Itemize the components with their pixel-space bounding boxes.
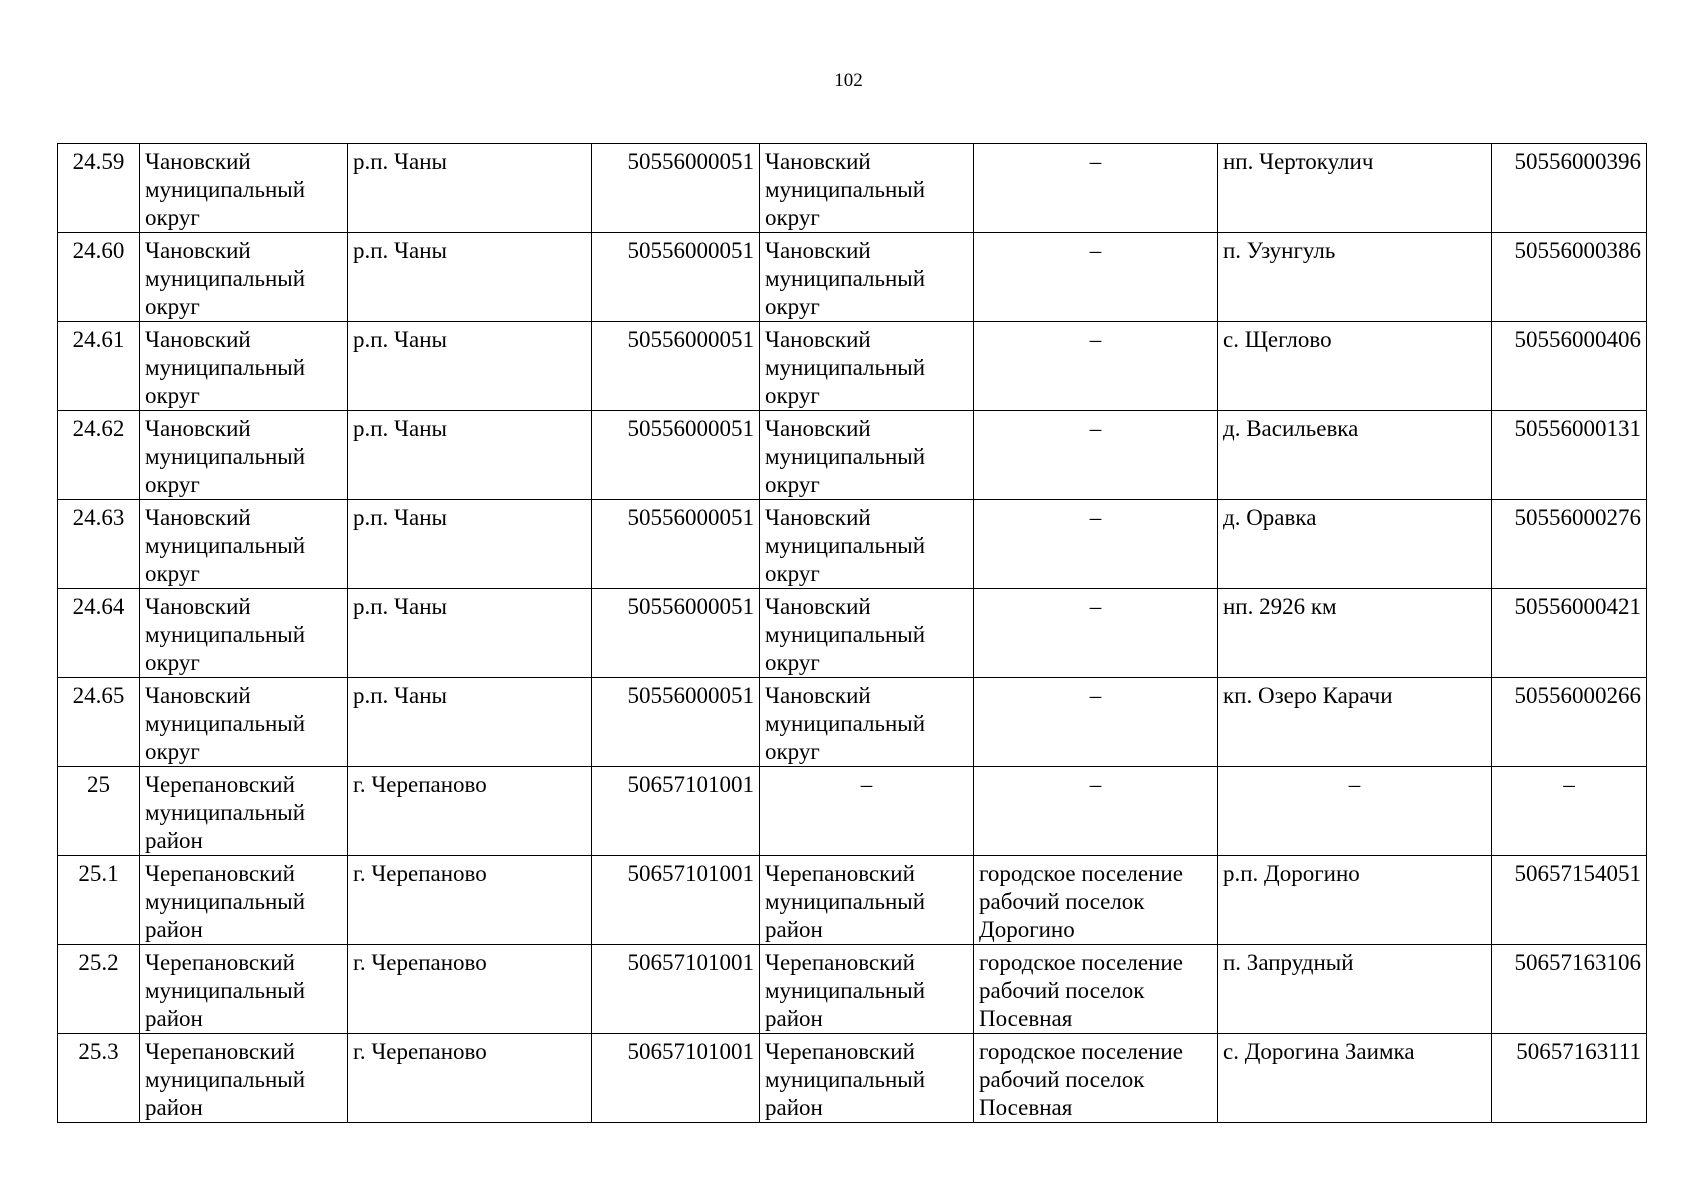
row-number-cell: 24.63 (58, 500, 140, 589)
municipality-cell: – (760, 767, 974, 856)
table-row (58, 589, 1647, 678)
municipality-cell: Чановский муниципальный округ (760, 500, 974, 589)
municipality-cell: Чановский муниципальный округ (760, 411, 974, 500)
table-row (58, 500, 1647, 589)
admin-center-cell: р.п. Чаны (348, 144, 592, 233)
settlement-cell: – (974, 411, 1218, 500)
district-cell: Чановский муниципальный округ (140, 233, 348, 322)
table-row (58, 233, 1647, 322)
center-code-cell: 50556000051 (592, 322, 760, 411)
settlement-cell: городское поселение рабочий поселок Посевная (974, 945, 1218, 1034)
locality-cell: р.п. Дорогино (1218, 856, 1492, 945)
center-code-cell: 50657101001 (592, 856, 760, 945)
table-row (58, 945, 1647, 1034)
locality-cell: – (1218, 767, 1492, 856)
admin-center-cell: р.п. Чаны (348, 233, 592, 322)
locality-cell: д. Васильевка (1218, 411, 1492, 500)
district-cell: Чановский муниципальный округ (140, 500, 348, 589)
municipality-cell: Черепановский муниципальный район (760, 1034, 974, 1123)
table-row (58, 144, 1647, 233)
municipality-cell: Чановский муниципальный округ (760, 144, 974, 233)
settlement-cell: – (974, 144, 1218, 233)
district-cell: Черепановский муниципальный район (140, 856, 348, 945)
row-number-cell: 24.61 (58, 322, 140, 411)
row-number-cell: 25.1 (58, 856, 140, 945)
locality-cell: нп. Чертокулич (1218, 144, 1492, 233)
locality-code-cell: 50556000406 (1492, 322, 1647, 411)
municipality-cell: Чановский муниципальный округ (760, 678, 974, 767)
row-number-cell: 24.59 (58, 144, 140, 233)
admin-center-cell: р.п. Чаны (348, 589, 592, 678)
district-cell: Чановский муниципальный округ (140, 589, 348, 678)
admin-center-cell: р.п. Чаны (348, 678, 592, 767)
locality-cell: с. Дорогина Заимка (1218, 1034, 1492, 1123)
district-cell: Черепановский муниципальный район (140, 767, 348, 856)
center-code-cell: 50657101001 (592, 1034, 760, 1123)
table-row (58, 322, 1647, 411)
municipality-cell: Черепановский муниципальный район (760, 945, 974, 1034)
table-row (58, 678, 1647, 767)
center-code-cell: 50556000051 (592, 589, 760, 678)
district-cell: Чановский муниципальный округ (140, 411, 348, 500)
admin-center-cell: р.п. Чаны (348, 500, 592, 589)
admin-center-cell: р.п. Чаны (348, 322, 592, 411)
center-code-cell: 50556000051 (592, 144, 760, 233)
settlement-cell: – (974, 767, 1218, 856)
locality-cell: д. Оравка (1218, 500, 1492, 589)
municipality-cell: Чановский муниципальный округ (760, 589, 974, 678)
district-cell: Чановский муниципальный округ (140, 144, 348, 233)
admin-center-cell: г. Черепаново (348, 767, 592, 856)
locality-cell: п. Запрудный (1218, 945, 1492, 1034)
locality-code-cell: 50556000396 (1492, 144, 1647, 233)
row-number-cell: 25.2 (58, 945, 140, 1034)
locality-cell: п. Узунгуль (1218, 233, 1492, 322)
center-code-cell: 50657101001 (592, 945, 760, 1034)
center-code-cell: 50556000051 (592, 233, 760, 322)
admin-center-cell: г. Черепаново (348, 945, 592, 1034)
settlement-cell: – (974, 678, 1218, 767)
district-cell: Черепановский муниципальный район (140, 1034, 348, 1123)
settlement-cell: – (974, 500, 1218, 589)
settlements-table (57, 143, 1647, 1123)
locality-code-cell: 50556000276 (1492, 500, 1647, 589)
row-number-cell: 24.65 (58, 678, 140, 767)
locality-code-cell: 50657163106 (1492, 945, 1647, 1034)
center-code-cell: 50657101001 (592, 767, 760, 856)
admin-center-cell: г. Черепаново (348, 856, 592, 945)
locality-code-cell: 50556000421 (1492, 589, 1647, 678)
row-number-cell: 25 (58, 767, 140, 856)
district-cell: Чановский муниципальный округ (140, 678, 348, 767)
settlement-cell: – (974, 233, 1218, 322)
admin-center-cell: р.п. Чаны (348, 411, 592, 500)
locality-code-cell: 50556000386 (1492, 233, 1647, 322)
table-row (58, 411, 1647, 500)
municipality-cell: Черепановский муниципальный район (760, 856, 974, 945)
settlement-cell: городское поселение рабочий поселок Дорогино (974, 856, 1218, 945)
district-cell: Чановский муниципальный округ (140, 322, 348, 411)
table-row (58, 767, 1647, 856)
settlement-cell: – (974, 589, 1218, 678)
row-number-cell: 24.62 (58, 411, 140, 500)
locality-cell: кп. Озеро Карачи (1218, 678, 1492, 767)
table-row (58, 1034, 1647, 1123)
locality-code-cell: 50657163111 (1492, 1034, 1647, 1123)
district-cell: Черепановский муниципальный район (140, 945, 348, 1034)
table-row (58, 856, 1647, 945)
center-code-cell: 50556000051 (592, 500, 760, 589)
row-number-cell: 25.3 (58, 1034, 140, 1123)
center-code-cell: 50556000051 (592, 678, 760, 767)
admin-center-cell: г. Черепаново (348, 1034, 592, 1123)
row-number-cell: 24.64 (58, 589, 140, 678)
locality-code-cell: 50556000131 (1492, 411, 1647, 500)
locality-code-cell: 50556000266 (1492, 678, 1647, 767)
locality-code-cell: – (1492, 767, 1647, 856)
municipality-cell: Чановский муниципальный округ (760, 233, 974, 322)
municipality-cell: Чановский муниципальный округ (760, 322, 974, 411)
locality-cell: нп. 2926 км (1218, 589, 1492, 678)
locality-code-cell: 50657154051 (1492, 856, 1647, 945)
row-number-cell: 24.60 (58, 233, 140, 322)
settlement-cell: городское поселение рабочий поселок Посевная (974, 1034, 1218, 1123)
page-number: 102 (834, 70, 863, 91)
settlement-cell: – (974, 322, 1218, 411)
table-body (58, 144, 1647, 1123)
locality-cell: с. Щеглово (1218, 322, 1492, 411)
center-code-cell: 50556000051 (592, 411, 760, 500)
